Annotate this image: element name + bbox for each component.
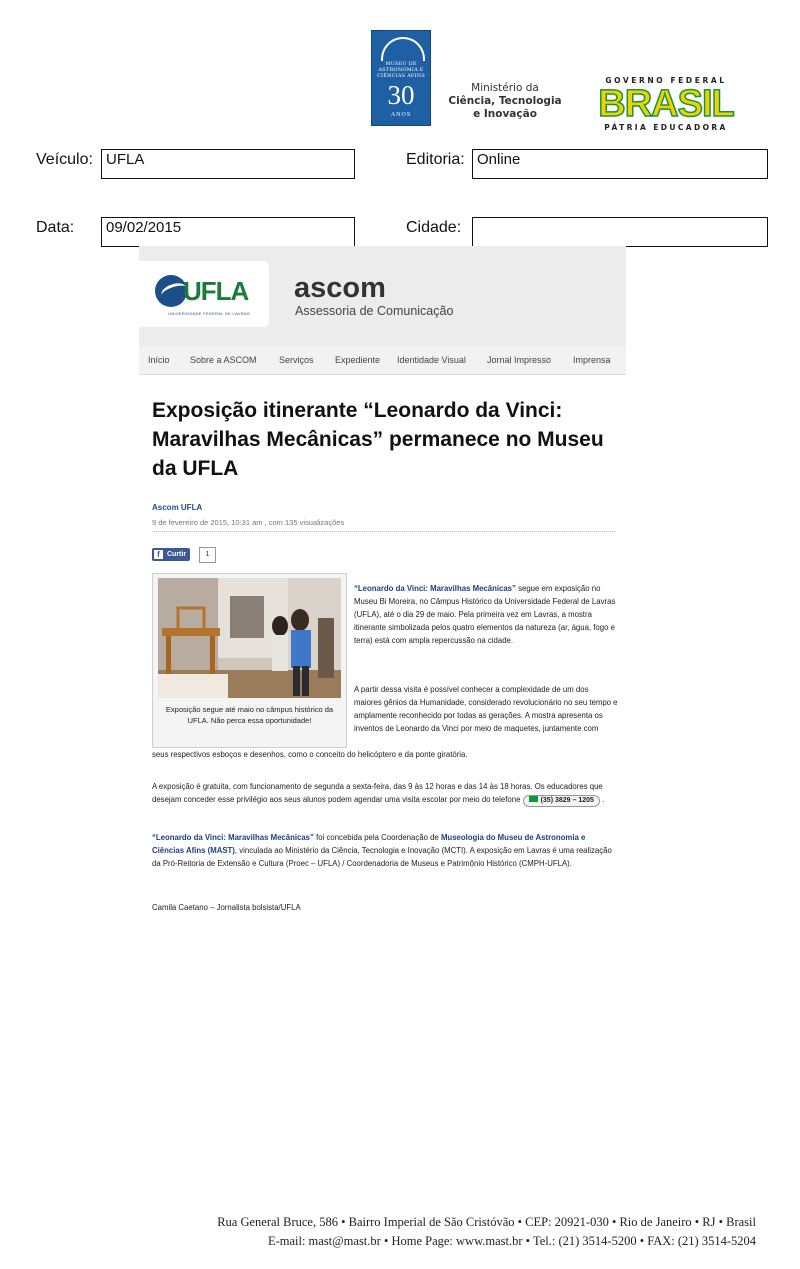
like-label: Curtir: [167, 551, 187, 558]
ufla-logo-text: UFLA: [183, 276, 249, 306]
editoria-field[interactable]: Online: [472, 149, 768, 179]
ministerio-line1: Ministério da: [471, 82, 539, 94]
paragraph-1: [354, 582, 618, 647]
editoria-label: Editoria:: [406, 151, 465, 168]
ministerio-logo: [448, 82, 562, 121]
paragraph-1-lead[interactable]: “Leonardo da Vinci: Maravilhas Mecânicas”: [354, 584, 516, 593]
observatory-dome-icon: [381, 37, 425, 61]
nav-item-inicio[interactable]: Início: [148, 355, 170, 365]
ministerio-line3: e Inovação: [473, 108, 537, 120]
ministerio-line2: Ciência, Tecnologia: [448, 95, 562, 107]
facebook-icon: f: [154, 550, 163, 559]
cidade-label: Cidade:: [406, 219, 462, 236]
news-clipping: [139, 246, 626, 926]
paragraph-3-text: A exposição é gratuita, com funcionamento de segunda a sexta-feira, das 9 às 12 horas e das 14 às 18 horas. Os educadores que desejam conceder esse privilégio aos seus alunos podem agendar uma visita escolar por meio do telefone: [152, 782, 603, 804]
photo-caption: Exposição segue até maio no câmpus histórico da UFLA. Não perca essa oportunidade!: [165, 705, 334, 725]
nav-item-sobre[interactable]: Sobre a ASCOM: [190, 355, 257, 365]
paragraph-1-text: segue em exposição no Museu Bi Moreira, no Câmpus Histórico da Universidade Federal de Lavras (UFLA), até o dia 29 de maio. Pela primeira vez em Lavras, a mostra itinerante simbolizada pelos quatro elementos da natureza (ar, água, fogo e terra) está com ampla repercussão na cidade.: [354, 584, 616, 645]
exhibition-photo-illustration: [158, 578, 341, 698]
exhibition-photo: [158, 578, 341, 698]
mast-logo-number: 30: [387, 80, 415, 110]
signature: Camila Caetano – Jornalista bolsista/UFLA: [152, 903, 301, 912]
governo-top-text: GOVERNO FEDERAL: [605, 76, 727, 85]
nav-item-jornal[interactable]: Jornal Impresso: [487, 355, 552, 365]
mast-logo-anos: ANOS: [390, 112, 412, 118]
paragraph-2a: A partir dessa visita é possível conhecer a complexidade de um dos maiores gênios da Humanidade, considerado revolucionário no seu tempo e amplamente reconhecido por todas as gerações. A mostra apresenta os inventos de Leonardo da Vinci por meio de maquetes, juntamente com: [354, 685, 618, 733]
footer-address: Rua General Bruce, 586 • Bairro Imperial de São Cristóvão • CEP: 20921-030 • Rio de Janeiro • RJ • Brasil: [217, 1215, 756, 1229]
nav-item-servicos[interactable]: Serviços: [279, 355, 314, 365]
ufla-logo[interactable]: [139, 261, 269, 327]
cidade-field[interactable]: [472, 217, 768, 247]
data-field[interactable]: 09/02/2015: [101, 217, 355, 247]
phone-number: (35) 3829 – 1205: [540, 797, 594, 804]
phone-badge[interactable]: [523, 795, 600, 807]
ufla-logo-subtitle: UNIVERSIDADE FEDERAL DE LAVRAS: [168, 311, 250, 316]
paragraph-3: A exposição é gratuita, com funcionamento de segunda a sexta-feira, das 9 às 12 horas e das 14 às 18 horas. Os educadores que desejam conceder esse privilégio aos seus alunos podem agendar uma visita escolar por meio do telefone (35) 3829 – 1205 .: [152, 780, 618, 807]
brasil-wordmark: BRASIL: [598, 83, 734, 125]
paragraph-4-mid: foi concebida pela Coordenação de: [313, 833, 441, 842]
article-title: Exposição itinerante “Leonardo da Vinci: Maravilhas Mecânicas” permanece no Museu da UFLA: [152, 399, 604, 480]
paragraph-4-text: , vinculada ao Ministério da Ciência, Tecnologia e Inovação (MCTI). A exposição em Lavras é uma realização da Pró-Reitoria de Extensão e Cultura (Proec – UFLA) / Coordenadoria de Museus e Patrimônio Histórico (CMPH-UFLA).: [152, 846, 612, 868]
nav-item-identidade[interactable]: Identidade Visual: [397, 355, 466, 365]
ascom-title: ascom: [294, 272, 386, 304]
veiculo-field[interactable]: UFLA: [101, 149, 355, 179]
veiculo-label: Veículo:: [36, 151, 93, 168]
photo-figure: [152, 573, 347, 748]
ascom-header: [139, 246, 626, 346]
nav-item-imprensa[interactable]: Imprensa: [573, 355, 611, 365]
nav-item-expediente[interactable]: Expediente: [335, 355, 381, 365]
data-label: Data:: [36, 219, 75, 236]
article-date: 9 de fevereiro de 2015, 10:31 am , com 135 visualizações: [152, 518, 345, 527]
governo-federal-logo: [585, 76, 747, 132]
article-author[interactable]: Ascom UFLA: [152, 503, 203, 512]
site-nav: [139, 346, 626, 375]
mast-30-anos-logo: [371, 30, 431, 126]
brazil-flag-icon: [529, 796, 538, 802]
governo-bottom-text: PÁTRIA EDUCADORA: [604, 123, 728, 132]
paragraph-4-highlight[interactable]: Museologia do Museu de Astronomia e Ciências Afins (MAST): [152, 833, 586, 855]
facebook-like-button[interactable]: [152, 548, 190, 561]
mast-logo-brand: MUSEU DE ASTRONOMIA E CIÊNCIAS AFINS: [377, 61, 425, 79]
paragraph-4-lead[interactable]: “Leonardo da Vinci: Maravilhas Mecânicas”: [152, 833, 314, 842]
paragraph-2b: seus respectivos esboços e desenhos, como o conceito do helicóptero e da ponte giratória.: [152, 750, 468, 759]
ascom-subtitle: Assessoria de Comunicação: [295, 304, 454, 318]
footer-contact: E-mail: mast@mast.br • Home Page: www.mast.br • Tel.: (21) 3514-5200 • FAX: (21) 3514-5204: [267, 1234, 756, 1248]
paragraph-4: [152, 831, 618, 870]
like-count: 1: [199, 547, 216, 563]
divider: [152, 531, 615, 532]
